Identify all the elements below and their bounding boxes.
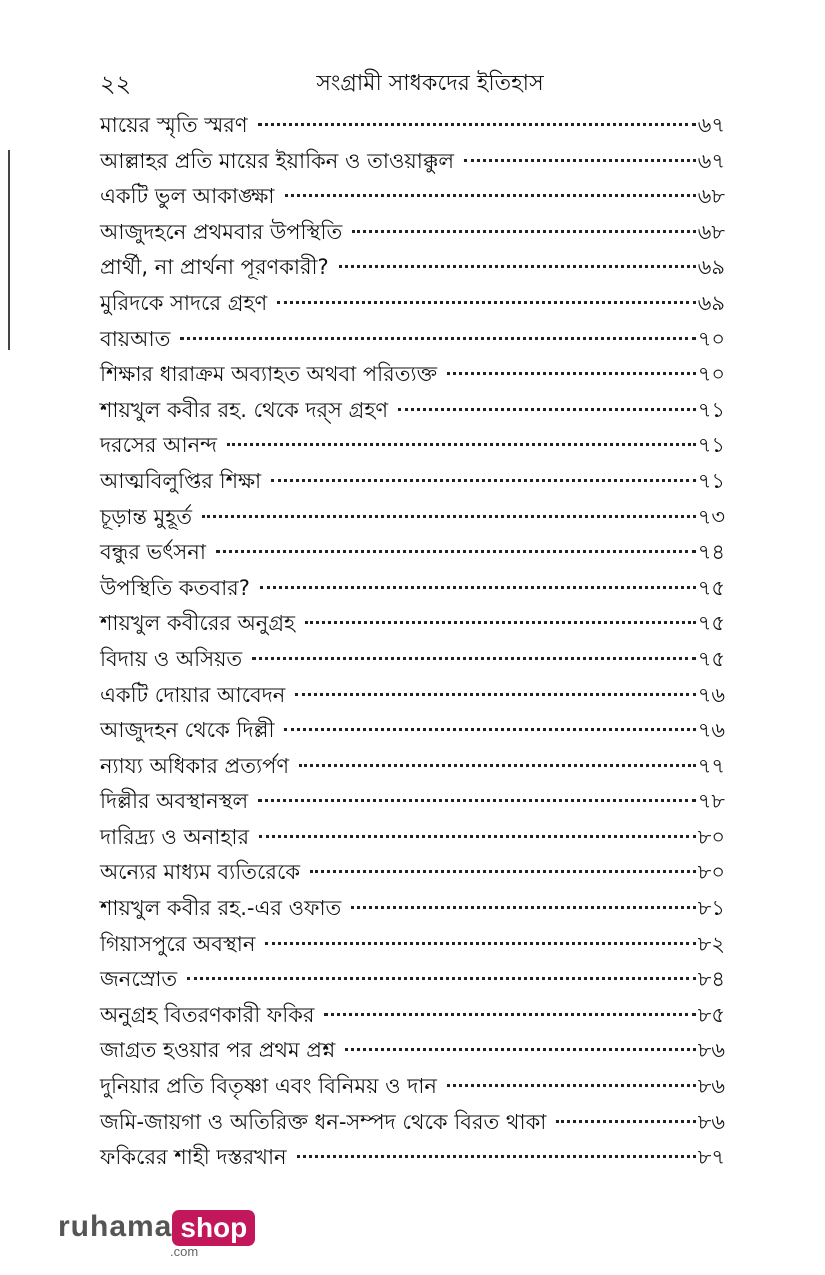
toc-entry-title: শায়খুল কবীরের অনুগ্রহ [100, 611, 296, 636]
dot-leader [277, 280, 696, 304]
toc-entry-title: ফকিরের শাহী দস্তরখান [100, 1145, 287, 1170]
toc-entry-page: ৮৬ [697, 1109, 725, 1134]
dot-leader [187, 956, 696, 980]
toc-entry-title: বন্ধুর ভর্ৎসনা [100, 540, 206, 565]
dot-leader [398, 387, 696, 411]
dot-leader [297, 1134, 696, 1158]
toc-entry-title: মায়ের স্মৃতি স্মরণ [100, 113, 248, 137]
page-header [100, 60, 725, 100]
toc-entry-title: দরসের আনন্দ [100, 433, 218, 458]
toc-entry-title: জনস্রোত [100, 967, 178, 992]
dot-leader [271, 458, 696, 482]
toc-entry-title: একটি ভুল আকাঙ্ক্ষা [100, 184, 275, 209]
toc-entry-page: ৭১ [697, 397, 725, 422]
dot-leader [324, 992, 695, 1016]
toc-entry-page: ৬৯ [697, 255, 725, 280]
dot-leader [310, 849, 696, 873]
toc-entry-page: ৬৮ [697, 184, 725, 209]
toc-entry-title: দারিদ্র্য ও অনাহার [100, 824, 250, 849]
toc-entry-page: ৭৫ [697, 575, 725, 600]
toc-entry-title: ন্যায্য অধিকার প্রত্যর্পণ [100, 753, 290, 778]
toc-entry-title: শিক্ষার ধারাক্রম অব্যাহত অথবা পরিত্যক্ত [100, 362, 437, 387]
toc-entry-page: ৭৩ [697, 504, 725, 529]
dot-leader [447, 1063, 696, 1087]
toc-entry-page: ৭০ [697, 326, 725, 351]
dot-leader [352, 209, 695, 233]
toc-entry-title: একটি দোয়ার আবেদন [100, 682, 286, 707]
toc-entry-title: জমি-জায়গা ও অতিরিক্ত ধন-সম্পদ থেকে বিরত থাকা [100, 1109, 547, 1134]
toc-entry-title: আজুদহনে প্রথমবার উপস্থিতি [100, 219, 343, 244]
toc-entry-page: ৬৯ [697, 290, 725, 315]
toc-entry-title: শায়খুল কবীর রহ. থেকে দর্‌স গ্রহণ [100, 397, 389, 422]
toc-entry-page: ৭৪ [697, 540, 725, 565]
toc-entry-title: চূড়ান্ত মুহূর্ত [100, 504, 193, 529]
dot-leader [299, 743, 696, 767]
dot-leader [295, 672, 695, 696]
toc-entry-page: ৮৬ [697, 1074, 725, 1099]
dot-leader [285, 173, 696, 197]
table-of-contents [100, 108, 725, 1176]
toc-entry-page: ৮২ [697, 931, 725, 956]
toc-entry-title: গিয়াসপুরে অবস্থান [100, 931, 256, 956]
dot-leader [258, 102, 696, 126]
dot-leader [259, 814, 696, 838]
toc-entry-page: ৮৪ [697, 967, 725, 992]
toc-entry-title: অনুগ্রহ বিতরণকারী ফকির [100, 1002, 315, 1027]
toc-entry-page: ৬৭ [697, 148, 725, 173]
watermark-logo [58, 1210, 255, 1260]
toc-entry-page: ৮০ [697, 860, 725, 885]
dot-leader [339, 244, 696, 268]
toc-entry-title: বায়আত [100, 326, 171, 351]
toc-entry-page: ৭১ [697, 433, 725, 458]
toc-entry-page: ৮১ [697, 896, 725, 921]
toc-entry-page: ৮৫ [697, 1002, 725, 1027]
dot-leader [556, 1099, 695, 1123]
toc-entry-title: দুনিয়ার প্রতি বিতৃষ্ণা এবং বিনিময় ও দান [100, 1074, 437, 1099]
dot-leader [345, 1027, 696, 1051]
toc-entry-page: ৮৬ [697, 1038, 725, 1063]
toc-row [100, 1140, 725, 1176]
toc-entry-page: ৬৮ [697, 219, 725, 244]
dot-leader [265, 921, 695, 945]
page-number: ২২ [100, 70, 132, 98]
toc-entry-page: ৬৭ [697, 113, 725, 137]
toc-entry-page: ৭৫ [697, 646, 725, 671]
toc-entry-page: ৭৬ [697, 718, 725, 743]
dot-leader [464, 138, 696, 162]
watermark-domain: .com [170, 1244, 199, 1259]
toc-entry-page: ৭৮ [697, 789, 725, 814]
toc-entry-page: ৮৭ [697, 1145, 725, 1170]
dot-leader [305, 600, 696, 624]
toc-entry-title: জাগ্রত হওয়ার পর প্রথম প্রশ্ন [100, 1038, 336, 1063]
toc-entry-title: উপস্থিতি কতবার? [100, 575, 250, 600]
toc-entry-page: ৭৭ [697, 753, 725, 778]
dot-leader [447, 351, 696, 375]
toc-entry-page: ৮০ [697, 824, 725, 849]
running-title: সংগ্রামী সাধকদের ইতিহাস [316, 71, 544, 96]
toc-entry-title: প্রার্থী, না প্রার্থনা পূরণকারী? [100, 255, 329, 280]
toc-entry-title: আজুদহন থেকে দিল্লী [100, 718, 275, 743]
toc-entry-title: বিদায় ও অসিয়ত [100, 646, 243, 671]
dot-leader [258, 778, 696, 802]
dot-leader [252, 636, 696, 660]
dot-leader [260, 565, 696, 589]
watermark-shop: shop [172, 1210, 255, 1246]
dot-leader [216, 529, 696, 553]
dot-leader [227, 422, 696, 446]
toc-entry-title: আত্মবিলুপ্তির শিক্ষা [100, 468, 262, 493]
toc-entry-page: ৭০ [697, 362, 725, 387]
toc-entry-title: দিল্লীর অবস্থানস্থল [100, 789, 249, 814]
dot-leader [180, 316, 695, 340]
toc-entry-title: আল্লাহর প্রতি মায়ের ইয়াকিন ও তাওয়াক্কুল [100, 148, 454, 173]
dot-leader [202, 494, 696, 518]
toc-entry-page: ৭১ [697, 468, 725, 493]
watermark-ruhama: ruhama [58, 1210, 173, 1243]
toc-entry-title: শায়খুল কবীর রহ.-এর ওফাত [100, 896, 342, 921]
toc-entry-page: ৭৫ [697, 611, 725, 636]
dot-leader [284, 707, 695, 731]
dot-leader [351, 885, 695, 909]
toc-entry-title: মুরিদকে সাদরে গ্রহণ [100, 290, 268, 315]
margin-rule [8, 150, 10, 350]
toc-entry-page: ৭৬ [697, 682, 725, 707]
toc-entry-title: অন্যের মাধ্যম ব্যতিরেকে [100, 860, 301, 885]
